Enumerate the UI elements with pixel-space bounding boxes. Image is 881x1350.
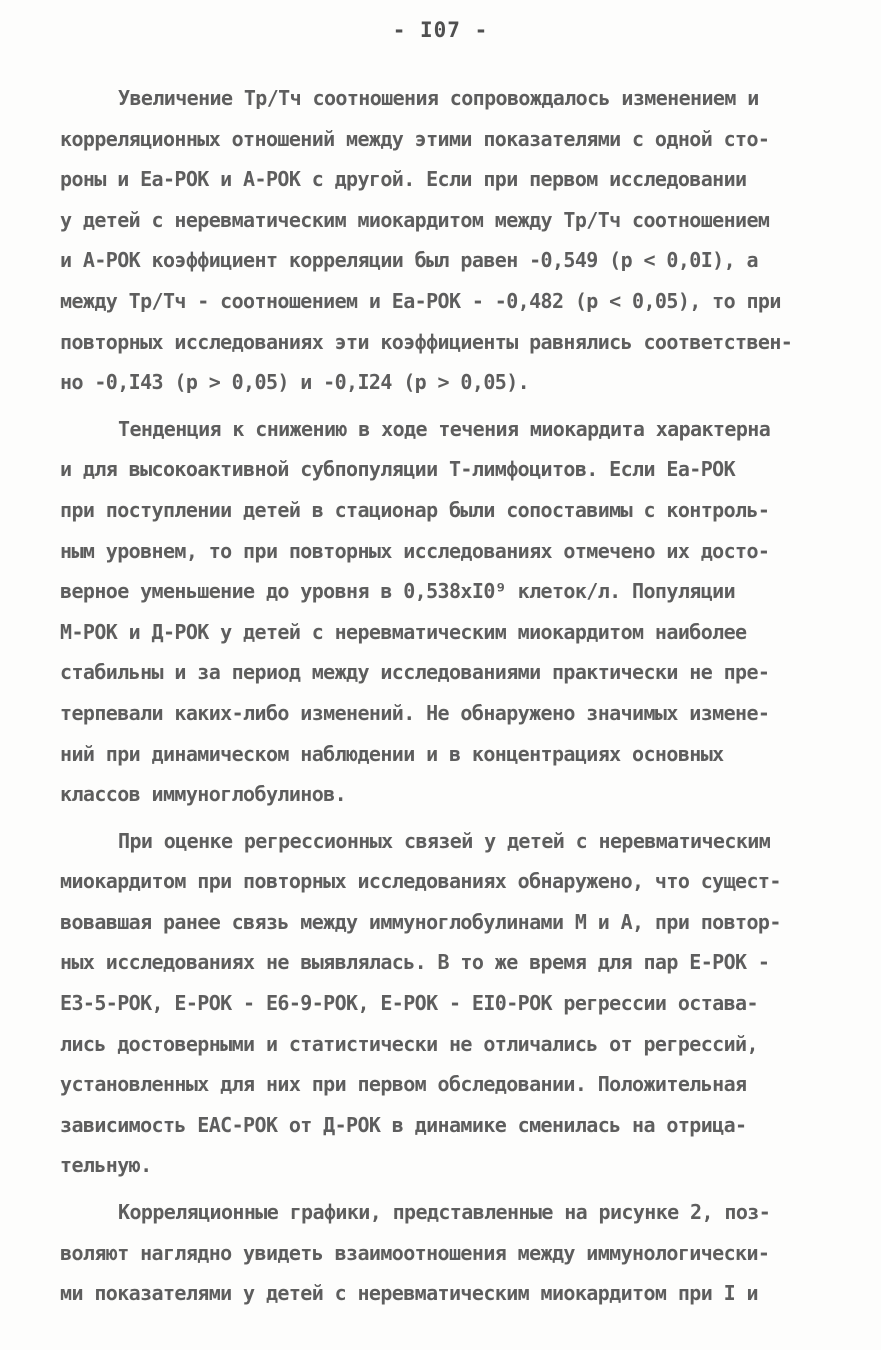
text-line: между Tp/Tч - соотношением и Ea-РОК - -0,482 (p < 0,05), то при [60, 288, 781, 313]
text-line: и А-РОК коэффициент корреляции был равен -0,549 (p < 0,0I), а [60, 248, 758, 273]
page-number: - I07 - [392, 18, 489, 42]
text-line: при поступлении детей в стационар были сопоставимы с контроль- [60, 497, 770, 522]
text-line: вовавшая ранее связь между иммуноглобулинами М и А, при повтор- [60, 909, 781, 934]
text-line: ний при динамическом наблюдении и в концентрациях основных [60, 741, 724, 766]
text-line: повторных исследованиях эти коэффициенты равнялись соответствен- [60, 329, 793, 354]
text-line: и для высокоактивной субпопуляции Т-лимфоцитов. Если Ea-РОК [60, 457, 736, 482]
text-line: ных исследованиях не выявлялась. В то же время для пар Е-РОК - [60, 950, 770, 975]
text-line: роны и Ea-РОК и А-РОК с другой. Если при первом исследовании [60, 167, 747, 192]
text-line: терпевали каких-либо изменений. Не обнаружено значимых измене- [60, 700, 770, 725]
body-text [60, 78, 820, 1314]
text-line: E3-5-РОК, Е-РОК - E6-9-РОК, Е-РОК - EI0-РОК регрессии остава- [60, 991, 758, 1016]
text-line: Корреляционные графики, представленные на рисунке 2, поз- [118, 1200, 771, 1225]
text-line: лись достоверными и статистически не отличались от регрессий, [60, 1031, 758, 1056]
text-line: М-РОК и Д-РОК у детей с неревматическим миокардитом наиболее [60, 619, 747, 644]
text-line: миокардитом при повторных исследованиях обнаружено, что сущест- [60, 869, 781, 894]
text-line: ным уровнем, то при повторных исследованиях отмечено их досто- [60, 538, 770, 563]
text-line: у детей с неревматическим миокардитом между Tp/Tч соотношением [60, 207, 770, 232]
text-line: тельную. [60, 1153, 152, 1178]
text-line: Тенденция к снижению в ходе течения миокардита характерна [118, 416, 771, 441]
text-line: верное уменьшение до уровня в 0,538xI0⁹ клеток/л. Популяции [60, 579, 736, 604]
text-line: ми показателями у детей с неревматическим миокардитом при I и [60, 1281, 758, 1306]
text-line: При оценке регрессионных связей у детей с неревматическим [118, 828, 771, 853]
text-line: зависимость ЕАС-РОК от Д-РОК в динамике сменилась на отрица- [60, 1112, 747, 1137]
text-line: корреляционных отношений между этими показателями с одной сто- [60, 126, 770, 151]
text-line: классов иммуноглобулинов. [60, 782, 347, 807]
text-line: Увеличение Tp/Tч соотношения сопровождалось изменением и [118, 86, 759, 110]
text-line: но -0,I43 (p > 0,05) и -0,I24 (p > 0,05). [60, 370, 530, 395]
text-line: установленных для них при первом обследовании. Положительная [60, 1072, 747, 1097]
text-line: воляют наглядно увидеть взаимоотношения между иммунологически- [60, 1240, 770, 1265]
text-line: стабильны и за период между исследованиями практически не пре- [60, 660, 770, 685]
